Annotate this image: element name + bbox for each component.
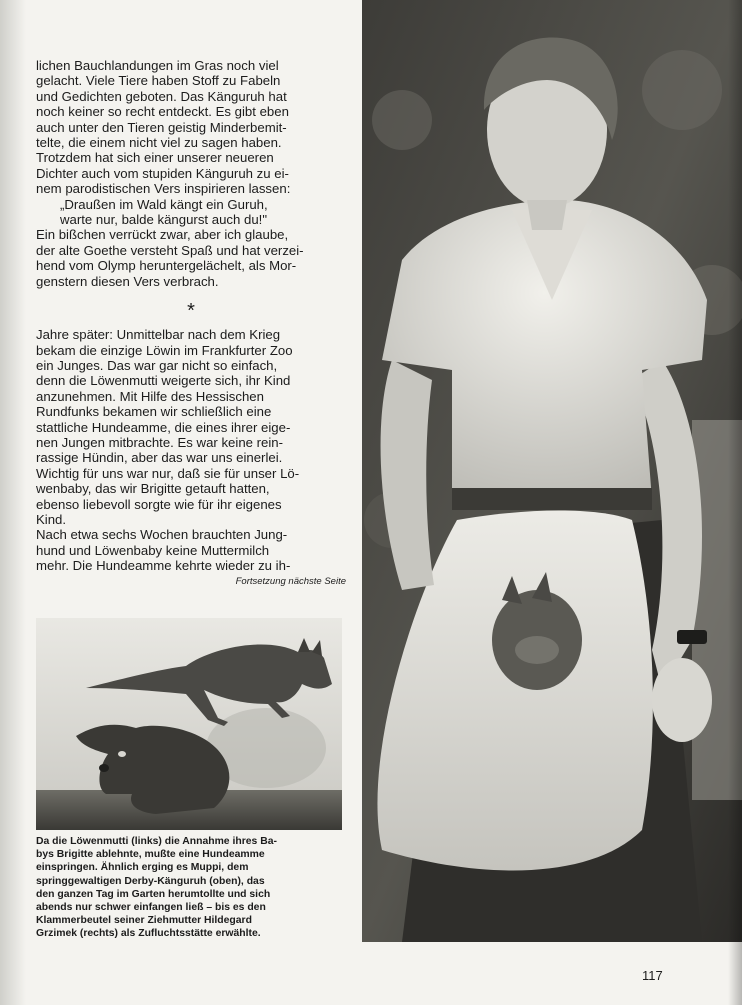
text-line: hend vom Olymp heruntergelächelt, als Mor-	[36, 258, 297, 274]
kangaroo-dog-photo	[36, 618, 342, 830]
text-line: abends nur schwer einfangen ließ – bis es den	[36, 902, 266, 914]
text-line: der alte Goethe versteht Spaß und hat verzei-	[36, 242, 304, 258]
article-paragraph-2	[36, 327, 346, 574]
text-line: genstern diesen Vers verbrach.	[36, 273, 219, 289]
photo-caption	[36, 835, 342, 941]
text-line: rassige Hündin, aber das war uns einerlei.	[36, 450, 283, 466]
text-line: denn die Löwenmutti weigerte sich, ihr Kind	[36, 373, 291, 389]
text-line: Kind.	[36, 511, 67, 527]
text-line: nen Jungen mitbrachte. Es war keine rein-	[36, 434, 284, 450]
text-line: springgewaltigen Derby-Känguruh (oben), das	[36, 875, 265, 887]
text-line: Klammerbeutel seiner Ziehmutter Hildegard	[36, 915, 252, 927]
text-line: bekam die einzige Löwin im Frankfurter Zoo	[36, 342, 293, 358]
text-line: ebenso liebevoll sorgte wie für ihr eigenes	[36, 496, 282, 512]
text-line: Nach etwa sechs Wochen brauchten Jung-	[36, 527, 288, 543]
text-line: hund und Löwenbaby keine Muttermilch	[36, 542, 270, 558]
text-line: auch unter den Tieren geistig Minderbemit-	[36, 119, 287, 135]
text-line: Rundfunks bekamen wir schließlich eine	[36, 404, 272, 420]
text-line: warte nur, balde kängurst auch du!"	[60, 212, 268, 228]
verse	[36, 197, 346, 228]
continuation-note: Fortsetzung nächste Seite	[235, 575, 346, 587]
text-line: anzunehmen. Mit Hilfe des Hessischen	[36, 388, 264, 404]
text-line: stattliche Hundeamme, die eines ihrer eige-	[36, 419, 291, 435]
text-line: gelacht. Viele Tiere haben Stoff zu Fabeln	[36, 73, 281, 89]
text-line: „Draußen im Wald kängt ein Guruh,	[60, 196, 268, 212]
text-line: bys Brigitte ablehnte, mußte eine Hundeamme	[36, 849, 265, 861]
page-number: 117	[642, 968, 663, 983]
text-line: wenbaby, das wir Brigitte getauft hatten,	[36, 481, 270, 497]
page-gutter-shadow	[0, 0, 26, 1005]
text-line: telte, die einem nicht viel zu sagen haben.	[36, 135, 282, 151]
text-line: Trotzdem hat sich einer unserer neueren	[36, 150, 274, 166]
text-line: Grzimek (rechts) als Zufluchtsstätte erwählte.	[36, 928, 261, 940]
text-line: Wichtig für uns war nur, daß sie für unser Lö-	[36, 465, 300, 481]
text-line: Dichter auch vom stupiden Känguruh zu ei-	[36, 165, 289, 181]
text-line: ein Junges. Das war gar nicht so einfach,	[36, 357, 278, 373]
text-line: einspringen. Ähnlich erging es Muppi, dem	[36, 862, 249, 874]
woman-with-kangaroo-photo	[362, 0, 742, 942]
article-text-column	[36, 58, 346, 587]
text-line: mehr. Die Hundeamme kehrte wieder zu ih-	[36, 558, 291, 574]
text-line: noch keiner so recht entdeckt. Es gibt eben	[36, 104, 289, 120]
article-paragraph-1	[36, 58, 346, 289]
text-line: nem parodistischen Vers inspirieren lassen:	[36, 181, 291, 197]
page-edge-shadow	[728, 0, 742, 1005]
text-line: Ein bißchen verrückt zwar, aber ich glaube,	[36, 227, 289, 243]
text-line: Jahre später: Unmittelbar nach dem Krieg	[36, 327, 281, 343]
text-line: lichen Bauchlandungen im Gras noch viel	[36, 58, 279, 73]
text-line: und Gedichten geboten. Das Känguruh hat	[36, 88, 287, 104]
text-line: Da die Löwenmutti (links) die Annahme ihres Ba-	[36, 836, 277, 847]
text-line: den ganzen Tag im Garten herumtollte und sich	[36, 888, 271, 900]
section-separator: *	[187, 300, 195, 323]
